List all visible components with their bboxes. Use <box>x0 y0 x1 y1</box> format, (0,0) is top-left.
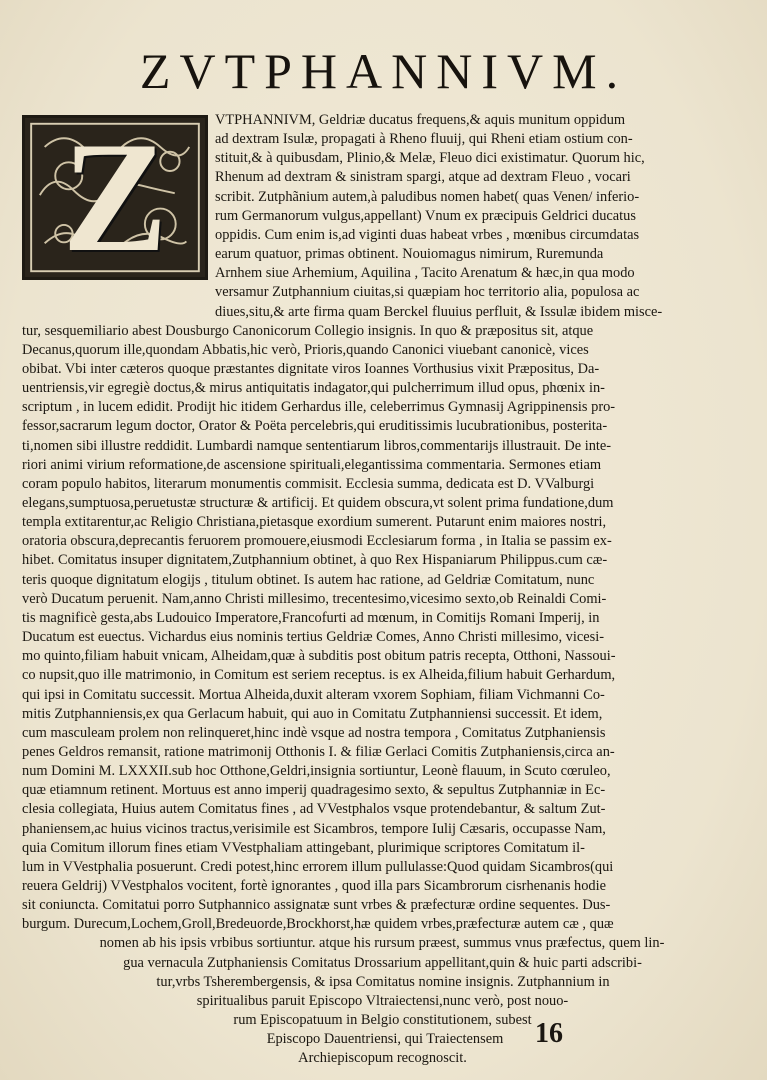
text-line: phaniensem,ac huius vicinos tractus,verisimile est Sicambros, tempore Iulij Cæsaris, occupasse Nam, <box>22 820 606 837</box>
text-line: tur, sesquemiliario abest Dousburgo Canonicorum Collegio insignis. In quo & præpositus sit, atque <box>22 322 594 339</box>
text-line: Archiepiscopum recognoscit. <box>298 1050 467 1067</box>
text-line: num Domini M. LXXXII.sub hoc Otthone,Geldri,insignia sortiuntur, Leonè flauum, in Scuto cœruleo, <box>22 763 611 780</box>
text-line: ad dextram Isulæ, propagati à Rheno fluuij, qui Rheni etiam ostium con- <box>215 131 633 148</box>
text-line: tis magnificè gesta,abs Ludouico Imperatore,Francofurti ad mœnum, in Comitijs Romani Imperij, in <box>22 609 600 626</box>
page-title: ZVTPHANNIVM. <box>139 43 628 99</box>
text-line: clesia collegiata, Huius autem Comitatus fines , ad VVestphalos vsque protendebantur, & saltum Zut- <box>22 801 606 818</box>
text-line: templa extitarentur,ac Religio Christiana,pietasque exordium sumerent. Putarunt enim maiores nostri, <box>22 514 607 531</box>
text-line: fessor,sacrarum legum doctor, Orator & Poëta percelebris,qui eruditissimis lucubrationibus, posterita- <box>22 418 608 435</box>
text-line: diues,situ,& arte firma quam Berckel fluuius perfluit, & Issulæ ibidem misce- <box>215 303 663 320</box>
text-line: elegans,sumptuosa,peruetustæ structuræ & artificij. Et quidem obscura,vt solent prima fundatione,dum <box>22 495 614 511</box>
text-line: sit coniuncta. Comitatui porro Sutphannico assignatæ sunt vrbes & præfecturæ ordine sequentes. Dus- <box>22 897 611 914</box>
text-line: oratoria obscura,deprecantis feruorem promouere,eiusmodi Ecclesiarum forma , in Italia se passim ex- <box>22 533 612 550</box>
text-line: co nupsit,quo ille matrimonio, in Comitum est seriem receptus. is ex Alheida,filium habuit Gerhardum, <box>22 667 616 684</box>
text-line: nomen ab his ipsis vrbibus sortiuntur. atque his rursum præest, summus vnus præfectus, quem lin- <box>99 935 665 952</box>
text-line: Episcopo Dauentriensi, qui Traiectensem <box>266 1031 504 1048</box>
text-line: quæ etiamnum retinent. Mortuus est anno imperij quadragesimo sexto, & sepultus Zutphanniæ in Ec- <box>22 782 606 799</box>
text-line: uentriensis,vir egregiè doctus,& mirus antiquitatis indagator,qui pulcherrimum illud opus, phœnix in- <box>22 380 605 397</box>
text-line: coram populo habitos, literarum monumentis commisit. Ecclesia summa, dedicata est D. VValburgi <box>22 475 595 492</box>
text-line: earum quatuor, primas obtinent. Nouiomagus nimirum, Ruremunda <box>215 246 604 263</box>
text-line: cum masculeam prolem non relinqueret,hinc indè vsque ad nostra tempora , Comitatus Zutphaniensis <box>22 724 606 741</box>
text-line: riori animi virium reformatione,de ascensione spirituali,elegantissima commentaria. Sermones etiam <box>22 456 602 473</box>
text-line: Decanus,quorum ille,quondam Abbatis,hic verò, Prioris,quando Canonici viuebant canonicè, vices <box>22 341 589 358</box>
text-line: mitis Zutphanniensis,ex qua Gerlacum habuit, qui auo in Comitatu Zutphanniensi successit. Et idem, <box>22 705 603 722</box>
text-line: obibat. Vbi inter cæteros quoque præstantes dignitate viros Ioannes Vorthusius vixit Præpositus, Da- <box>22 360 600 377</box>
text-line: verò Ducatum peruenit. Nam,anno Christi millesimo, trecentesimo,vicesimo sexto,ob Reinaldi Comi- <box>22 590 607 607</box>
text-line: scribit. Zutphãnium autem,à paludibus nomen habet( quas Venen/ inferio- <box>215 188 640 205</box>
text-line: quia Comitum illorum fines etiam VVestphaliam attingebant, plurimique scriptores Comitatum il- <box>22 839 585 856</box>
text-line: VTPHANNIVM, Geldriæ ducatus frequens,& aquis munitum oppidum <box>215 112 626 128</box>
text-line: burgum. Durecum,Lochem,Groll,Bredeuorde,Brockhorst,hæ quidem vrbes,præfecturæ autem cæ , quæ <box>22 916 614 933</box>
text-line: penes Geldros remansit, ratione matrimonij Otthonis I. & filiæ Gerlaci Comitis Zutphaniensis,circa an- <box>22 743 615 760</box>
text-line: ti,nomen sibi illustre reddidit. Lumbardi namque sententiarum libros,commentarijs illustrauit. De inte- <box>22 437 612 454</box>
initial-letter: Z <box>62 110 168 285</box>
text-line: rum Episcopatuum in Belgio constitutionem, subest <box>233 1012 532 1029</box>
text-line: versamur Zutphannium ciuitas,si quæpiam hoc territorio alia, populosa ac <box>215 284 640 301</box>
text-line: gua vernacula Zutphaniensis Comitatus Drossarium appellitant,quin & huic parti adscribi- <box>123 954 642 971</box>
page-number: 16 <box>535 1018 563 1049</box>
text-line: hibet. Comitatus insuper dignitatem,Zutphannium obtinet, à quo Rex Hispaniarum Philippus.cum cæ- <box>22 552 608 569</box>
text-line: teris quoque dignitatum elogijs , titulum obtinet. Is autem hac ratione, ad Geldriæ Comitatum, nunc <box>22 571 595 588</box>
text-line: rum Germanorum vulgus,appellant) Vnum ex præcipuis Geldrici ducatus <box>215 207 636 224</box>
text-line: Rhenum ad dextram & sinistram spargi, atque ad dextram Fleuo , vocari <box>215 169 631 186</box>
text-line: spiritualibus paruit Episcopo Vltraiectensi,nunc verò, post nouo- <box>196 992 569 1009</box>
text-line: stituit,& à quibusdam, Plinio,& Melæ, Fleuo dici existimatur. Quorum hic, <box>215 150 645 167</box>
text-line: mo quinto,filiam habuit vnicam, Alheidam,quæ à subditis post obitum patris recepta, Otthoni, Nassoui- <box>22 648 616 665</box>
text-line: tur,vrbs Tsherembergensis, & ipsa Comitatus nomine insignis. Zutphannium in <box>156 973 610 990</box>
text-line: scriptum , in lucem edidit. Prodijt hic itidem Gerhardus ille, celeberrimus Gymnasij Agrippinensis pro- <box>22 399 616 416</box>
text-line: Ducatum est euectus. Vichardus eius nominis tertius Geldriæ Comes, Anno Christi millesimo, vicesi- <box>22 629 605 646</box>
text-line: Arnhem siue Arhemium, Aquilina , Tacito Arenatum & hæc,in qua modo <box>215 265 635 282</box>
text-line: lum in VVestphalia posuerunt. Credi potest,hinc errorem illum pullulasse:Quod quidam Sicambros(qui <box>22 858 614 875</box>
text-line: reuera Geldrij) VVestphalos vocitent, fortè ignorantes , quod illa pars Sicambrorum cisrhenanis hodie <box>22 878 606 894</box>
text-line: oppidis. Cum enim is,ad viginti duas habeat vrbes , mœnibus circumdatas <box>215 226 640 243</box>
text-line: qui ipsi in Comitatu successit. Mortua Alheida,duxit alteram vxorem Sophiam, filiam Vichmanni Co- <box>22 686 605 703</box>
